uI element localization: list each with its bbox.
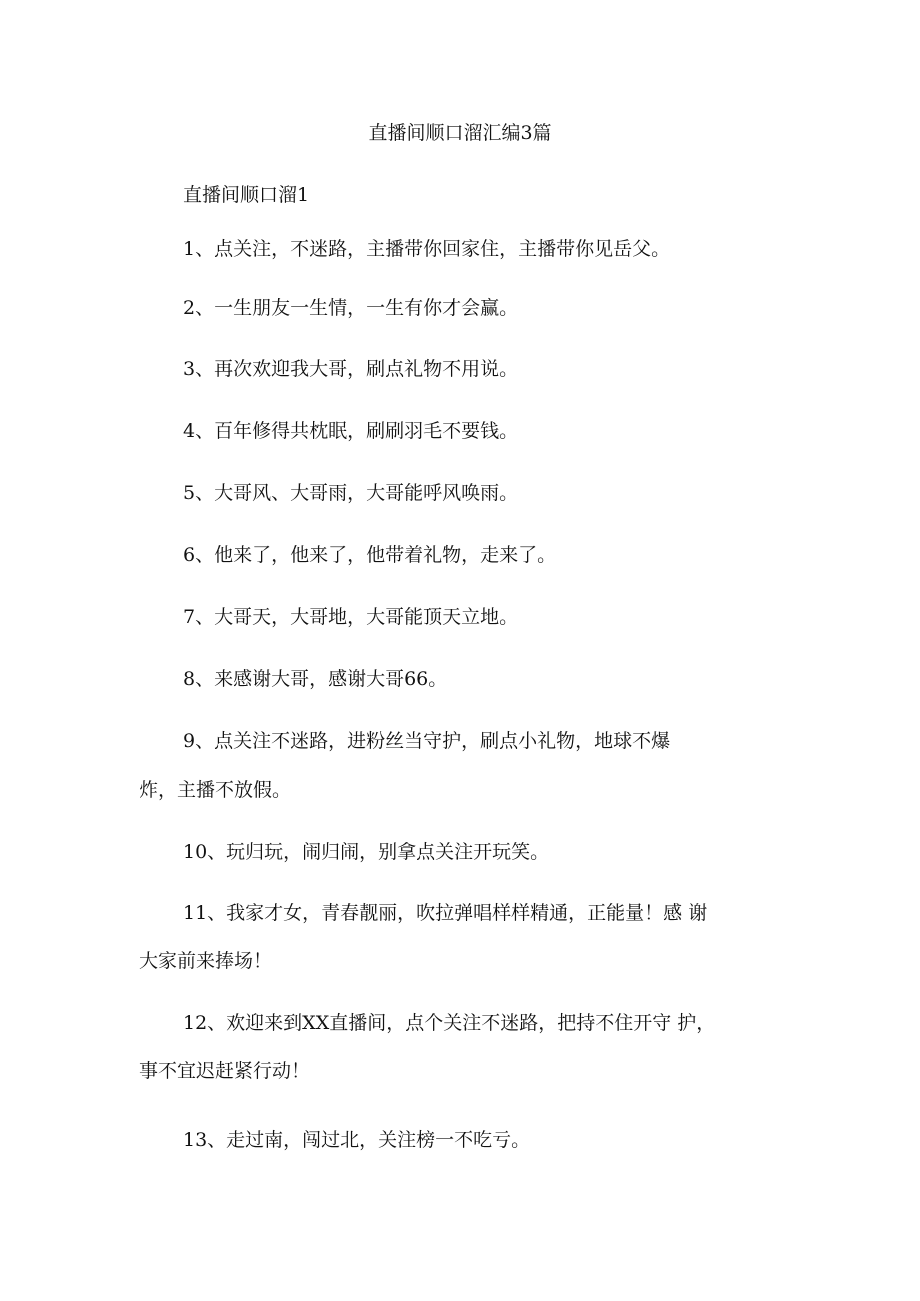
list-item: 10、玩归玩，闹归闹，别拿点关注开玩笑。 <box>183 841 550 863</box>
list-item: 2、一生朋友一生情，一生有你才会赢。 <box>183 297 519 319</box>
list-item: 7、大哥天，大哥地，大哥能顶天立地。 <box>183 606 519 628</box>
list-item-continuation: 事不宜迟赶紧行动！ <box>139 1060 311 1082</box>
list-item: 3、再次欢迎我大哥，刷点礼物不用说。 <box>183 358 519 380</box>
document-title: 直播间顺口溜汇编3篇 <box>368 122 552 144</box>
list-item: 11、我家才女，青春靓丽，吹拉弹唱样样精通，正能量！感 谢 <box>183 902 708 924</box>
list-item: 1、点关注，不迷路，主播带你回家住，主播带你见岳父。 <box>183 238 671 260</box>
list-item-continuation: 炸，主播不放假。 <box>139 779 292 801</box>
list-item: 9、点关注不迷路，进粉丝当守护，刷点小礼物，地球不爆 <box>183 730 671 752</box>
list-item: 6、他来了，他来了，他带着礼物，走来了。 <box>183 544 557 566</box>
list-item: 5、大哥风、大哥雨，大哥能呼风唤雨。 <box>183 482 519 504</box>
list-item-continuation: 大家前来捧场！ <box>139 950 273 972</box>
list-item: 8、来感谢大哥，感谢大哥66。 <box>183 668 448 690</box>
list-item: 13、走过南，闯过北，关注榜一不吃亏。 <box>183 1129 531 1151</box>
list-item: 12、欢迎来到XX直播间，点个关注不迷路，把持不住开守 护， <box>183 1012 716 1034</box>
list-item: 4、百年修得共枕眠，刷刷羽毛不要钱。 <box>183 420 519 442</box>
section-heading: 直播间顺口溜1 <box>183 184 310 206</box>
